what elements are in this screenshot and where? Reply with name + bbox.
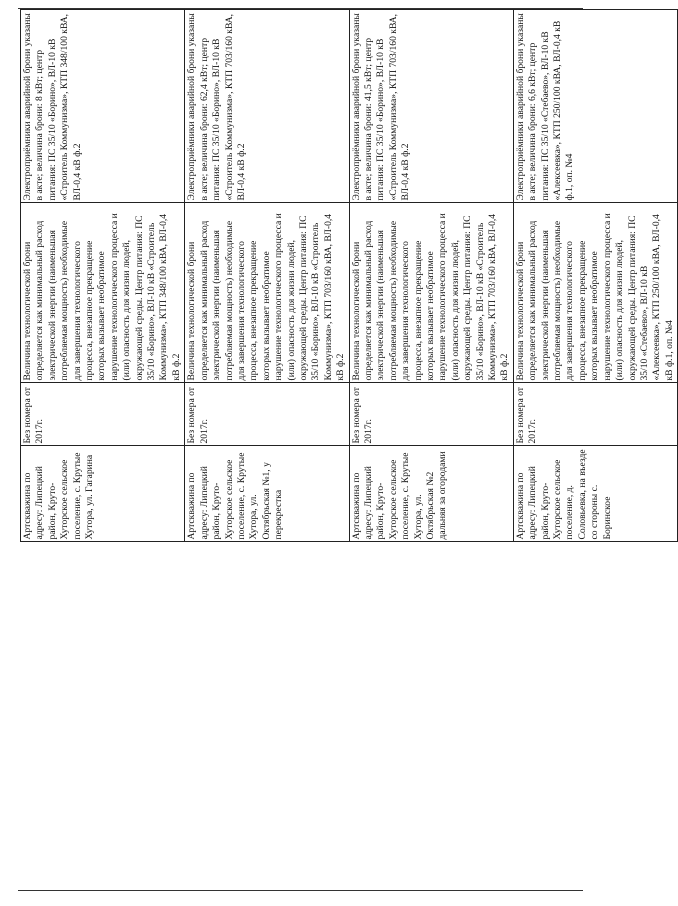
- empty-cell: [21, 542, 185, 892]
- address-cell: Артскважина по адресу: Липецкий район, Круто-Хуторское сельское поселение, с. Крутые Хутора, ул. Октябрьская №2 дальняя за огородами: [349, 446, 513, 542]
- empty-cell: [513, 542, 677, 892]
- empty-cell: [185, 542, 349, 892]
- table-row: [349, 10, 513, 892]
- act-cell: Электроприёмники аварийной брони указаны в акте; величина брони: 41,5 кВт; центр питания: ПС 35/10 «Борино», ВЛ-10 кВ «Строитель Коммунизма», КТП 703/160 кВА, ВЛ-0,4 кВ ф.2: [349, 10, 513, 203]
- address-cell: Артскважина по адресу: Липецкий район, Круто-Хуторское сельское поселение, д. Соловьевка, на въезде со стороны с. Боринское: [513, 446, 677, 542]
- number-cell: Без номера от 2017г.: [513, 383, 677, 446]
- table-row: [185, 10, 349, 892]
- empty-cell: [349, 542, 513, 892]
- act-cell: Электроприёмники аварийной брони указаны в акте; величина брони: 6,6 кВт; центр питания: ПС 35/10 «Стебаево», ВЛ-10 кВ «Алексеевка», КТП 250/100 кВА, ВЛ-0,4 кВ ф.1, оп. №4: [513, 10, 677, 203]
- calculation-cell: Величина технологической брони определяется как минимальный расход электрической энергии (наименьшая потребляемая мощность) необходимые для завершения технологического процесса, внезапное прекращение которых вызывает необратимое нарушение технологического процесса и (или) опасность для жизни людей, окружающей среды. Центр питания: ПС 35/10 «Борино», ВЛ-10 кВ «Строитель Коммунизма», КТП 703/160 кВА, ВЛ-0,4 кВ ф.2: [349, 203, 513, 383]
- number-cell: Без номера от 2017г.: [21, 383, 185, 446]
- rotated-document-page: [20, 10, 675, 892]
- act-cell: Электроприёмники аварийной брони указаны в акте; величина брони: 62,4 кВт; центр питания: ПС 35/10 «Борино», ВЛ-10 кВ «Строитель Коммунизма», КТП 703/160 кВА, ВЛ-0,4 кВ ф.2: [185, 10, 349, 203]
- calculation-cell: Величина технологической брони определяется как минимальный расход электрической энергии (наименьшая потребляемая мощность) необходимые для завершения технологического процесса, внезапное прекращение которых вызывает необратимое нарушение технологического процесса и (или) опасность для жизни людей, окружающей среды. Центр питания: ПС 35/10 «Стебаево», ВЛ-10 кВ «Алексеевка», КТП 250/100 кВА, ВЛ-0,4 кВ ф.1, оп. №4: [513, 203, 677, 383]
- number-cell: Без номера от 2017г.: [185, 383, 349, 446]
- number-cell: Без номера от 2017г.: [349, 383, 513, 446]
- address-cell: Артскважина по адресу: Липецкий район, Круто-Хуторское сельское поселение, с. Крутые Хутора, ул. Гагарина: [21, 446, 185, 542]
- emergency-reserve-table: [20, 10, 678, 893]
- calculation-cell: Величина технологической брони определяется как минимальный расход электрической энергии (наименьшая потребляемая мощность) необходимые для завершения технологического процесса, внезапное прекращение которых вызывает необратимое нарушение технологического процесса и (или) опасность для жизни людей, окружающей среды. Центр питания: ПС 35/10 «Борино», ВЛ-10 кВ «Строитель Коммунизма», КТП 348/100 кВА, ВЛ-0,4 кВ ф.2: [21, 203, 185, 383]
- table-row: [21, 10, 185, 892]
- address-cell: Артскважина по адресу: Липецкий район, Круто-Хуторское сельское поселение, с. Крутые Хутора, ул. Октябрьская №1, у перекрестка: [185, 446, 349, 542]
- table-row: [513, 10, 677, 892]
- act-cell: Электроприёмники аварийной брони указаны в акте; величина брони: 8 кВт; центр питания: ПС 35/10 «Борино», ВЛ-10 кВ «Строитель Коммунизма», КТП 348/100 кВА, ВЛ-0,4 кВ ф.2: [21, 10, 185, 203]
- calculation-cell: Величина технологической брони определяется как минимальный расход электрической энергии (наименьшая потребляемая мощность) необходимые для завершения технологического процесса, внезапное прекращение которых вызывает необратимое нарушение технологического процесса и (или) опасность для жизни людей, окружающей среды. Центр питания: ПС 35/10 «Борино», ВЛ-10 кВ «Строитель Коммунизма», КТП 703/160 кВА, ВЛ-0,4 кВ ф.2: [185, 203, 349, 383]
